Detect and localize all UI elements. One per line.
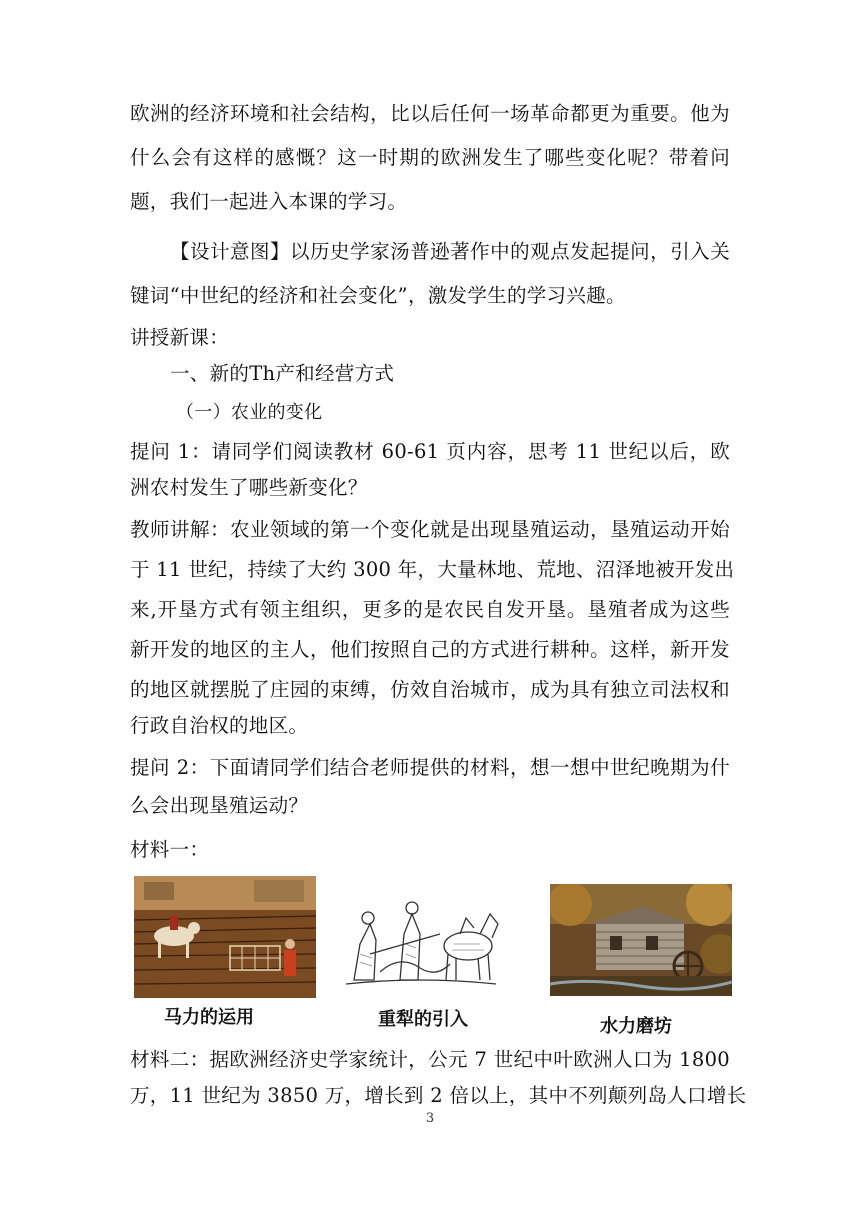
paragraph-line: 题，我们一起进入本课的学习。 (130, 190, 408, 213)
design-intent-line: 【设计意图】以历史学家汤普逊著作中的观点发起提问，引入关 (170, 240, 730, 263)
subsection-heading: （一）农业的变化 (176, 402, 323, 423)
horse-power-image (134, 876, 316, 998)
water-mill-image (550, 884, 732, 996)
paragraph-line: 来,开垦方式有领主组织，更多的是农民自发开垦。垦殖者成为这些 (130, 598, 730, 621)
paragraph-line: 欧洲的经济环境和社会结构，比以后任何一场革命都更为重要。他为 (130, 102, 730, 125)
section-label: 讲授新课： (130, 326, 230, 349)
paragraph-line: 键词“中世纪的经济和社会变化”，激发学生的学习兴趣。 (130, 284, 626, 307)
paragraph-line: 材料二：据欧洲经济史学家统计，公元 7 世纪中叶欧洲人口为 1800 (130, 1048, 730, 1071)
question-line: 洲农村发生了哪些新变化？ (130, 476, 368, 499)
paragraph-line: 新开发的地区的主人，他们按照自己的方式进行耕种。这样，新开发 (130, 638, 730, 661)
heavy-plough-image (340, 884, 500, 996)
horse-power-caption: 马力的运用 (164, 1007, 254, 1028)
question-line: 提问 2：下面请同学们结合老师提供的材料，想一想中世纪晚期为什 (130, 756, 730, 779)
heavy-plough-caption: 重犁的引入 (378, 1009, 468, 1030)
paragraph-line: 行政自治权的地区。 (130, 714, 309, 737)
paragraph-line: 教师讲解：农业领域的第一个变化就是出现垦殖运动，垦殖运动开始 (130, 518, 730, 541)
paragraph-line: 于 11 世纪，持续了大约 300 年，大量林地、荒地、沼泽地被开发出 (130, 558, 735, 581)
paragraph-line: 万，11 世纪为 3850 万，增长到 2 倍以上，其中不列颠列岛人口增长 (130, 1084, 747, 1107)
water-mill-caption: 水力磨坊 (600, 1016, 672, 1037)
section-heading: 一、新的Th产和经营方式 (170, 362, 395, 385)
paragraph-line: 什么会有这样的感慨？这一时期的欧洲发生了哪些变化呢？带着问 (130, 146, 730, 169)
page-number: 3 (425, 1111, 435, 1126)
material-label: 材料一： (130, 838, 210, 861)
question-line: 提问 1：请同学们阅读教材 60-61 页内容，思考 11 世纪以后，欧 (130, 440, 730, 463)
question-line: 么会出现垦殖运动？ (130, 794, 309, 817)
paragraph-line: 的地区就摆脱了庄园的束缚，仿效自治城市，成为具有独立司法权和 (130, 678, 730, 701)
